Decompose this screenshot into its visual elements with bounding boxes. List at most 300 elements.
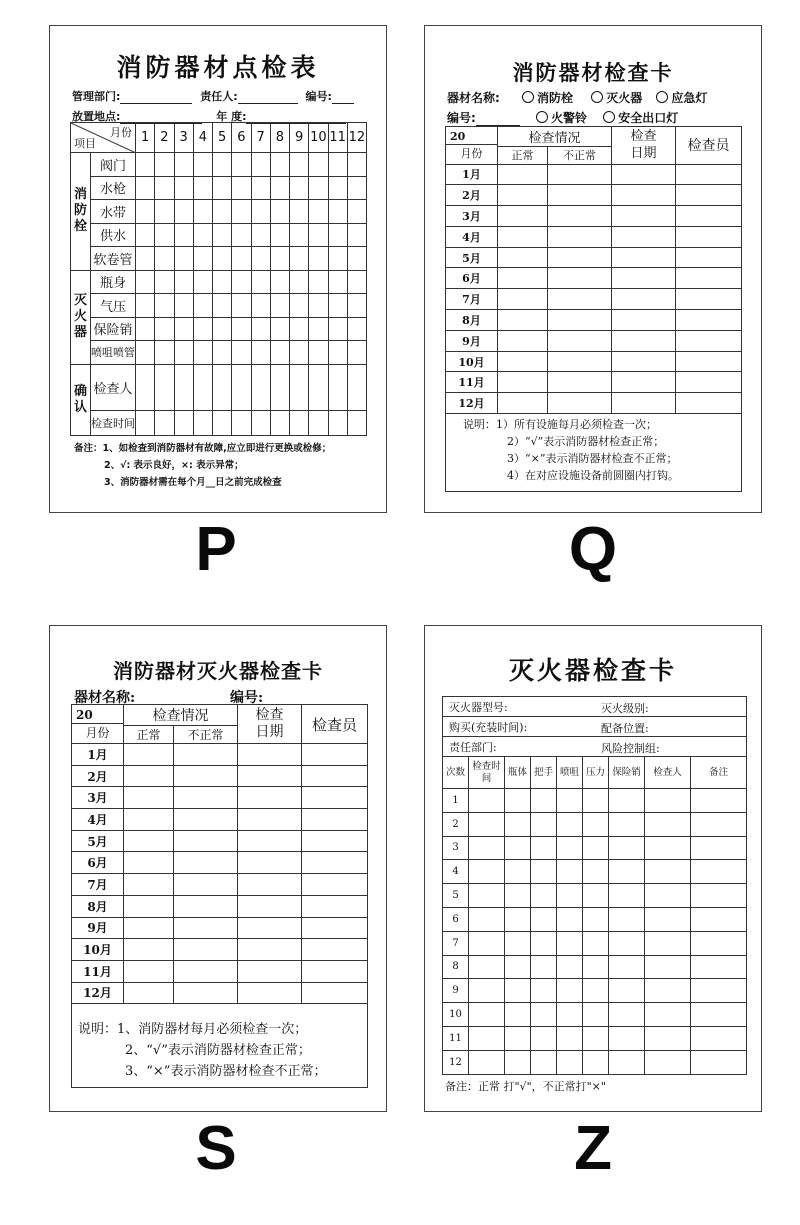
entry-cell[interactable] xyxy=(498,310,548,331)
entry-cell[interactable] xyxy=(609,860,645,884)
check-cell[interactable] xyxy=(347,247,366,271)
entry-cell[interactable] xyxy=(557,860,583,884)
entry-cell[interactable] xyxy=(238,787,302,809)
check-cell[interactable] xyxy=(232,294,251,318)
entry-cell[interactable] xyxy=(676,372,742,393)
entry-cell[interactable] xyxy=(676,330,742,351)
entry-cell[interactable] xyxy=(548,247,612,268)
check-cell[interactable] xyxy=(193,270,212,294)
entry-cell[interactable] xyxy=(505,789,531,813)
entry-cell[interactable] xyxy=(238,830,302,852)
entry-cell[interactable] xyxy=(498,226,548,247)
check-cell[interactable] xyxy=(270,153,289,177)
entry-cell[interactable] xyxy=(498,247,548,268)
entry-cell[interactable] xyxy=(469,1026,505,1050)
entry-cell[interactable] xyxy=(645,789,691,813)
entry-cell[interactable] xyxy=(557,1026,583,1050)
check-cell[interactable] xyxy=(193,341,212,365)
entry-cell[interactable] xyxy=(691,884,747,908)
entry-cell[interactable] xyxy=(676,289,742,310)
entry-cell[interactable] xyxy=(124,895,174,917)
radio-circle-icon[interactable] xyxy=(522,91,534,103)
check-cell[interactable] xyxy=(309,176,328,200)
entry-cell[interactable] xyxy=(557,979,583,1003)
entry-cell[interactable] xyxy=(238,744,302,766)
entry-cell[interactable] xyxy=(645,860,691,884)
entry-cell[interactable] xyxy=(531,1026,557,1050)
entry-cell[interactable] xyxy=(548,310,612,331)
entry-cell[interactable] xyxy=(505,860,531,884)
check-cell[interactable] xyxy=(251,341,270,365)
entry-cell[interactable] xyxy=(302,765,368,787)
check-cell[interactable] xyxy=(251,200,270,224)
radio-circle-icon[interactable] xyxy=(656,91,668,103)
check-cell[interactable] xyxy=(251,294,270,318)
check-cell[interactable] xyxy=(193,247,212,271)
entry-cell[interactable] xyxy=(302,874,368,896)
entry-cell[interactable] xyxy=(645,931,691,955)
entry-cell[interactable] xyxy=(124,787,174,809)
check-cell[interactable] xyxy=(251,223,270,247)
entry-cell[interactable] xyxy=(531,860,557,884)
check-cell[interactable] xyxy=(136,364,155,410)
check-cell[interactable] xyxy=(193,153,212,177)
check-cell[interactable] xyxy=(270,410,289,435)
check-cell[interactable] xyxy=(174,270,193,294)
check-cell[interactable] xyxy=(136,200,155,224)
entry-cell[interactable] xyxy=(469,860,505,884)
check-cell[interactable] xyxy=(328,294,347,318)
check-cell[interactable] xyxy=(193,176,212,200)
check-cell[interactable] xyxy=(174,200,193,224)
entry-cell[interactable] xyxy=(531,836,557,860)
check-cell[interactable] xyxy=(290,410,309,435)
entry-cell[interactable] xyxy=(691,931,747,955)
check-cell[interactable] xyxy=(213,247,232,271)
entry-cell[interactable] xyxy=(609,884,645,908)
entry-cell[interactable] xyxy=(557,1003,583,1027)
entry-cell[interactable] xyxy=(583,836,609,860)
check-cell[interactable] xyxy=(174,247,193,271)
check-cell[interactable] xyxy=(328,341,347,365)
radio-circle-icon[interactable] xyxy=(603,111,615,123)
entry-cell[interactable] xyxy=(469,907,505,931)
entry-cell[interactable] xyxy=(531,812,557,836)
check-cell[interactable] xyxy=(136,270,155,294)
check-cell[interactable] xyxy=(290,153,309,177)
check-cell[interactable] xyxy=(270,223,289,247)
check-cell[interactable] xyxy=(193,317,212,341)
entry-cell[interactable] xyxy=(505,1050,531,1074)
entry-cell[interactable] xyxy=(645,955,691,979)
check-cell[interactable] xyxy=(155,270,174,294)
entry-cell[interactable] xyxy=(548,185,612,206)
check-cell[interactable] xyxy=(309,270,328,294)
entry-cell[interactable] xyxy=(302,895,368,917)
entry-cell[interactable] xyxy=(609,931,645,955)
entry-cell[interactable] xyxy=(531,884,557,908)
entry-cell[interactable] xyxy=(645,884,691,908)
entry-cell[interactable] xyxy=(583,931,609,955)
entry-cell[interactable] xyxy=(676,247,742,268)
entry-cell[interactable] xyxy=(238,852,302,874)
entry-cell[interactable] xyxy=(124,917,174,939)
check-cell[interactable] xyxy=(309,247,328,271)
entry-cell[interactable] xyxy=(676,185,742,206)
check-cell[interactable] xyxy=(213,153,232,177)
check-cell[interactable] xyxy=(309,294,328,318)
entry-cell[interactable] xyxy=(174,809,238,831)
check-cell[interactable] xyxy=(251,317,270,341)
check-cell[interactable] xyxy=(193,294,212,318)
entry-cell[interactable] xyxy=(557,836,583,860)
entry-cell[interactable] xyxy=(557,812,583,836)
check-cell[interactable] xyxy=(347,410,366,435)
entry-cell[interactable] xyxy=(174,874,238,896)
entry-cell[interactable] xyxy=(612,393,676,414)
check-cell[interactable] xyxy=(174,364,193,410)
check-cell[interactable] xyxy=(347,270,366,294)
check-cell[interactable] xyxy=(155,364,174,410)
entry-cell[interactable] xyxy=(609,1050,645,1074)
entry-cell[interactable] xyxy=(238,874,302,896)
check-cell[interactable] xyxy=(174,341,193,365)
entry-cell[interactable] xyxy=(174,917,238,939)
check-cell[interactable] xyxy=(328,317,347,341)
entry-cell[interactable] xyxy=(469,931,505,955)
entry-cell[interactable] xyxy=(645,836,691,860)
entry-cell[interactable] xyxy=(612,268,676,289)
entry-cell[interactable] xyxy=(676,393,742,414)
entry-cell[interactable] xyxy=(505,1026,531,1050)
check-cell[interactable] xyxy=(174,410,193,435)
radio-circle-icon[interactable] xyxy=(536,111,548,123)
entry-cell[interactable] xyxy=(645,1026,691,1050)
entry-cell[interactable] xyxy=(469,836,505,860)
check-cell[interactable] xyxy=(193,200,212,224)
check-cell[interactable] xyxy=(347,294,366,318)
entry-cell[interactable] xyxy=(691,860,747,884)
entry-cell[interactable] xyxy=(548,164,612,185)
check-cell[interactable] xyxy=(347,176,366,200)
entry-cell[interactable] xyxy=(612,206,676,227)
entry-cell[interactable] xyxy=(609,979,645,1003)
check-cell[interactable] xyxy=(213,176,232,200)
entry-cell[interactable] xyxy=(469,812,505,836)
entry-cell[interactable] xyxy=(583,884,609,908)
check-cell[interactable] xyxy=(213,317,232,341)
entry-cell[interactable] xyxy=(238,917,302,939)
check-cell[interactable] xyxy=(213,294,232,318)
entry-cell[interactable] xyxy=(174,744,238,766)
check-cell[interactable] xyxy=(347,153,366,177)
entry-cell[interactable] xyxy=(174,960,238,982)
entry-cell[interactable] xyxy=(583,1050,609,1074)
entry-cell[interactable] xyxy=(557,789,583,813)
entry-cell[interactable] xyxy=(645,979,691,1003)
entry-cell[interactable] xyxy=(174,765,238,787)
entry-cell[interactable] xyxy=(583,1026,609,1050)
entry-cell[interactable] xyxy=(238,982,302,1004)
check-cell[interactable] xyxy=(270,294,289,318)
entry-cell[interactable] xyxy=(124,765,174,787)
check-cell[interactable] xyxy=(290,364,309,410)
entry-cell[interactable] xyxy=(531,789,557,813)
entry-cell[interactable] xyxy=(557,955,583,979)
check-cell[interactable] xyxy=(232,247,251,271)
entry-cell[interactable] xyxy=(302,982,368,1004)
entry-cell[interactable] xyxy=(238,809,302,831)
entry-cell[interactable] xyxy=(548,268,612,289)
entry-cell[interactable] xyxy=(302,939,368,961)
entry-cell[interactable] xyxy=(612,247,676,268)
entry-cell[interactable] xyxy=(548,393,612,414)
check-cell[interactable] xyxy=(309,410,328,435)
check-cell[interactable] xyxy=(174,294,193,318)
entry-cell[interactable] xyxy=(124,960,174,982)
entry-cell[interactable] xyxy=(676,206,742,227)
entry-cell[interactable] xyxy=(302,917,368,939)
entry-cell[interactable] xyxy=(548,289,612,310)
entry-cell[interactable] xyxy=(612,330,676,351)
entry-cell[interactable] xyxy=(302,744,368,766)
check-cell[interactable] xyxy=(270,176,289,200)
entry-cell[interactable] xyxy=(174,787,238,809)
entry-cell[interactable] xyxy=(583,1003,609,1027)
check-cell[interactable] xyxy=(251,364,270,410)
entry-cell[interactable] xyxy=(174,830,238,852)
entry-cell[interactable] xyxy=(676,268,742,289)
entry-cell[interactable] xyxy=(302,830,368,852)
entry-cell[interactable] xyxy=(124,830,174,852)
entry-cell[interactable] xyxy=(238,939,302,961)
check-cell[interactable] xyxy=(328,247,347,271)
check-cell[interactable] xyxy=(232,200,251,224)
check-cell[interactable] xyxy=(251,176,270,200)
entry-cell[interactable] xyxy=(498,268,548,289)
entry-cell[interactable] xyxy=(691,979,747,1003)
entry-cell[interactable] xyxy=(645,1050,691,1074)
check-cell[interactable] xyxy=(232,341,251,365)
entry-cell[interactable] xyxy=(469,955,505,979)
entry-cell[interactable] xyxy=(498,393,548,414)
entry-cell[interactable] xyxy=(548,226,612,247)
entry-cell[interactable] xyxy=(302,852,368,874)
check-cell[interactable] xyxy=(328,364,347,410)
check-cell[interactable] xyxy=(213,364,232,410)
check-cell[interactable] xyxy=(290,317,309,341)
entry-cell[interactable] xyxy=(124,939,174,961)
check-cell[interactable] xyxy=(270,200,289,224)
check-cell[interactable] xyxy=(174,223,193,247)
check-cell[interactable] xyxy=(347,341,366,365)
radio-circle-icon[interactable] xyxy=(591,91,603,103)
check-cell[interactable] xyxy=(174,153,193,177)
entry-cell[interactable] xyxy=(583,979,609,1003)
check-cell[interactable] xyxy=(193,410,212,435)
check-cell[interactable] xyxy=(290,247,309,271)
check-cell[interactable] xyxy=(290,294,309,318)
entry-cell[interactable] xyxy=(124,874,174,896)
entry-cell[interactable] xyxy=(557,884,583,908)
entry-cell[interactable] xyxy=(676,226,742,247)
check-cell[interactable] xyxy=(309,364,328,410)
entry-cell[interactable] xyxy=(691,907,747,931)
entry-cell[interactable] xyxy=(609,1026,645,1050)
check-cell[interactable] xyxy=(328,153,347,177)
check-cell[interactable] xyxy=(155,410,174,435)
check-cell[interactable] xyxy=(155,317,174,341)
check-cell[interactable] xyxy=(328,223,347,247)
entry-cell[interactable] xyxy=(238,960,302,982)
check-cell[interactable] xyxy=(155,153,174,177)
entry-cell[interactable] xyxy=(498,372,548,393)
check-cell[interactable] xyxy=(251,410,270,435)
entry-cell[interactable] xyxy=(505,931,531,955)
entry-cell[interactable] xyxy=(612,372,676,393)
check-cell[interactable] xyxy=(309,317,328,341)
check-cell[interactable] xyxy=(155,200,174,224)
entry-cell[interactable] xyxy=(498,289,548,310)
entry-cell[interactable] xyxy=(691,789,747,813)
check-cell[interactable] xyxy=(136,223,155,247)
entry-cell[interactable] xyxy=(498,185,548,206)
check-cell[interactable] xyxy=(309,153,328,177)
entry-cell[interactable] xyxy=(548,351,612,372)
entry-cell[interactable] xyxy=(124,744,174,766)
entry-cell[interactable] xyxy=(469,1003,505,1027)
check-cell[interactable] xyxy=(155,294,174,318)
entry-cell[interactable] xyxy=(676,164,742,185)
entry-cell[interactable] xyxy=(302,960,368,982)
check-cell[interactable] xyxy=(270,317,289,341)
entry-cell[interactable] xyxy=(469,979,505,1003)
entry-cell[interactable] xyxy=(609,955,645,979)
check-cell[interactable] xyxy=(232,223,251,247)
entry-cell[interactable] xyxy=(676,310,742,331)
entry-cell[interactable] xyxy=(583,812,609,836)
entry-cell[interactable] xyxy=(676,351,742,372)
check-cell[interactable] xyxy=(136,294,155,318)
check-cell[interactable] xyxy=(347,317,366,341)
check-cell[interactable] xyxy=(213,200,232,224)
entry-cell[interactable] xyxy=(124,809,174,831)
entry-cell[interactable] xyxy=(612,226,676,247)
check-cell[interactable] xyxy=(309,341,328,365)
check-cell[interactable] xyxy=(174,317,193,341)
entry-cell[interactable] xyxy=(583,789,609,813)
check-cell[interactable] xyxy=(136,247,155,271)
entry-cell[interactable] xyxy=(548,372,612,393)
check-cell[interactable] xyxy=(309,223,328,247)
entry-cell[interactable] xyxy=(609,1003,645,1027)
check-cell[interactable] xyxy=(251,153,270,177)
entry-cell[interactable] xyxy=(557,931,583,955)
entry-cell[interactable] xyxy=(531,1050,557,1074)
check-cell[interactable] xyxy=(328,176,347,200)
entry-cell[interactable] xyxy=(505,884,531,908)
check-cell[interactable] xyxy=(193,364,212,410)
check-cell[interactable] xyxy=(136,317,155,341)
check-cell[interactable] xyxy=(213,341,232,365)
entry-cell[interactable] xyxy=(505,955,531,979)
check-cell[interactable] xyxy=(232,176,251,200)
check-cell[interactable] xyxy=(155,341,174,365)
check-cell[interactable] xyxy=(213,410,232,435)
entry-cell[interactable] xyxy=(691,1050,747,1074)
entry-cell[interactable] xyxy=(505,836,531,860)
entry-cell[interactable] xyxy=(691,955,747,979)
check-cell[interactable] xyxy=(347,200,366,224)
entry-cell[interactable] xyxy=(691,1026,747,1050)
check-cell[interactable] xyxy=(270,341,289,365)
entry-cell[interactable] xyxy=(548,330,612,351)
check-cell[interactable] xyxy=(328,410,347,435)
check-cell[interactable] xyxy=(232,270,251,294)
entry-cell[interactable] xyxy=(612,185,676,206)
entry-cell[interactable] xyxy=(612,164,676,185)
entry-cell[interactable] xyxy=(238,895,302,917)
entry-cell[interactable] xyxy=(302,809,368,831)
check-cell[interactable] xyxy=(347,223,366,247)
entry-cell[interactable] xyxy=(498,330,548,351)
check-cell[interactable] xyxy=(136,153,155,177)
entry-cell[interactable] xyxy=(645,812,691,836)
entry-cell[interactable] xyxy=(609,836,645,860)
entry-cell[interactable] xyxy=(124,982,174,1004)
entry-cell[interactable] xyxy=(612,289,676,310)
entry-cell[interactable] xyxy=(691,836,747,860)
entry-cell[interactable] xyxy=(531,979,557,1003)
entry-cell[interactable] xyxy=(469,1050,505,1074)
entry-cell[interactable] xyxy=(645,907,691,931)
entry-cell[interactable] xyxy=(498,206,548,227)
check-cell[interactable] xyxy=(136,176,155,200)
check-cell[interactable] xyxy=(155,223,174,247)
entry-cell[interactable] xyxy=(531,931,557,955)
entry-cell[interactable] xyxy=(531,1003,557,1027)
check-cell[interactable] xyxy=(290,341,309,365)
check-cell[interactable] xyxy=(232,410,251,435)
entry-cell[interactable] xyxy=(174,895,238,917)
check-cell[interactable] xyxy=(270,247,289,271)
check-cell[interactable] xyxy=(251,247,270,271)
entry-cell[interactable] xyxy=(302,787,368,809)
check-cell[interactable] xyxy=(270,364,289,410)
check-cell[interactable] xyxy=(347,364,366,410)
check-cell[interactable] xyxy=(290,176,309,200)
check-cell[interactable] xyxy=(136,341,155,365)
entry-cell[interactable] xyxy=(469,789,505,813)
check-cell[interactable] xyxy=(270,270,289,294)
check-cell[interactable] xyxy=(213,223,232,247)
entry-cell[interactable] xyxy=(583,860,609,884)
entry-cell[interactable] xyxy=(609,812,645,836)
entry-cell[interactable] xyxy=(691,812,747,836)
entry-cell[interactable] xyxy=(505,907,531,931)
check-cell[interactable] xyxy=(232,317,251,341)
entry-cell[interactable] xyxy=(531,955,557,979)
entry-cell[interactable] xyxy=(557,907,583,931)
check-cell[interactable] xyxy=(251,270,270,294)
entry-cell[interactable] xyxy=(174,982,238,1004)
check-cell[interactable] xyxy=(232,364,251,410)
entry-cell[interactable] xyxy=(609,907,645,931)
check-cell[interactable] xyxy=(328,270,347,294)
entry-cell[interactable] xyxy=(531,907,557,931)
entry-cell[interactable] xyxy=(238,765,302,787)
check-cell[interactable] xyxy=(213,270,232,294)
